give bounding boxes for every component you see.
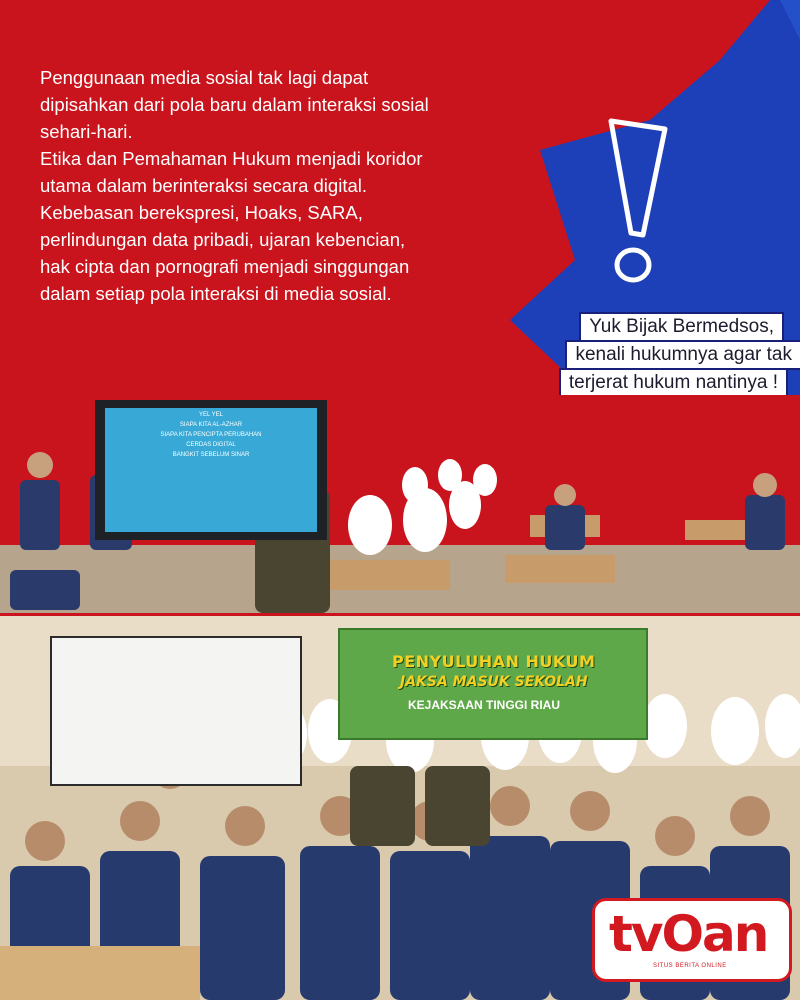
- intro-paragraph-2: Etika dan Pemahaman Hukum menjadi koridor utama dalam berinteraksi secara digital.: [40, 148, 423, 196]
- callout-line-2: kenali hukumnya agar tak: [567, 342, 800, 368]
- logo-text: tvOan: [609, 905, 768, 963]
- banner-subtitle: JAKSA MASUK SEKOLAH: [400, 674, 588, 690]
- banner-org: KEJAKSAAN TINGGI RIAU: [408, 698, 561, 712]
- classroom-screen: [95, 400, 327, 540]
- banner-title: PENYULUHAN HUKUM: [392, 652, 596, 671]
- intro-paragraph-1: Penggunaan media sosial tak lagi dapat dipisahkan dari pola baru dalam interaksi sosial sehari-hari.: [40, 67, 429, 142]
- classroom-slide: [105, 408, 317, 532]
- slide-line-2: SIAPA KITA AL-AZHAR: [179, 422, 243, 428]
- tvoan-logo: [592, 898, 792, 982]
- slide-line-3: SIAPA KITA PENCIPTA PERUBAHAN: [160, 432, 262, 438]
- intro-text: [40, 64, 440, 307]
- callout-line-1: Yuk Bijak Bermedsos,: [581, 314, 782, 340]
- slide-line-1: YEL YEL: [198, 412, 224, 418]
- projector-screen: [50, 636, 302, 786]
- logo-tagline: SITUS BERITA ONLINE: [653, 963, 727, 969]
- callout-box: [508, 314, 800, 398]
- callout-line-3: terjerat hukum nantinya !: [561, 370, 786, 396]
- intro-paragraph-3: Kebebasan berekspresi, Hoaks, SARA, perlindungan data pribadi, ujaran kebencian, hak cipta dan pornografi menjadi singgungan dalam setiap pola interaksi di media sosial.: [40, 202, 410, 304]
- exclamation-mark-icon: [603, 115, 673, 295]
- slide-line-5: BANGKIT SEBELUM SINAR: [172, 452, 250, 458]
- slide-line-4: CERDAS DIGITAL: [186, 442, 236, 448]
- event-banner: [338, 628, 648, 740]
